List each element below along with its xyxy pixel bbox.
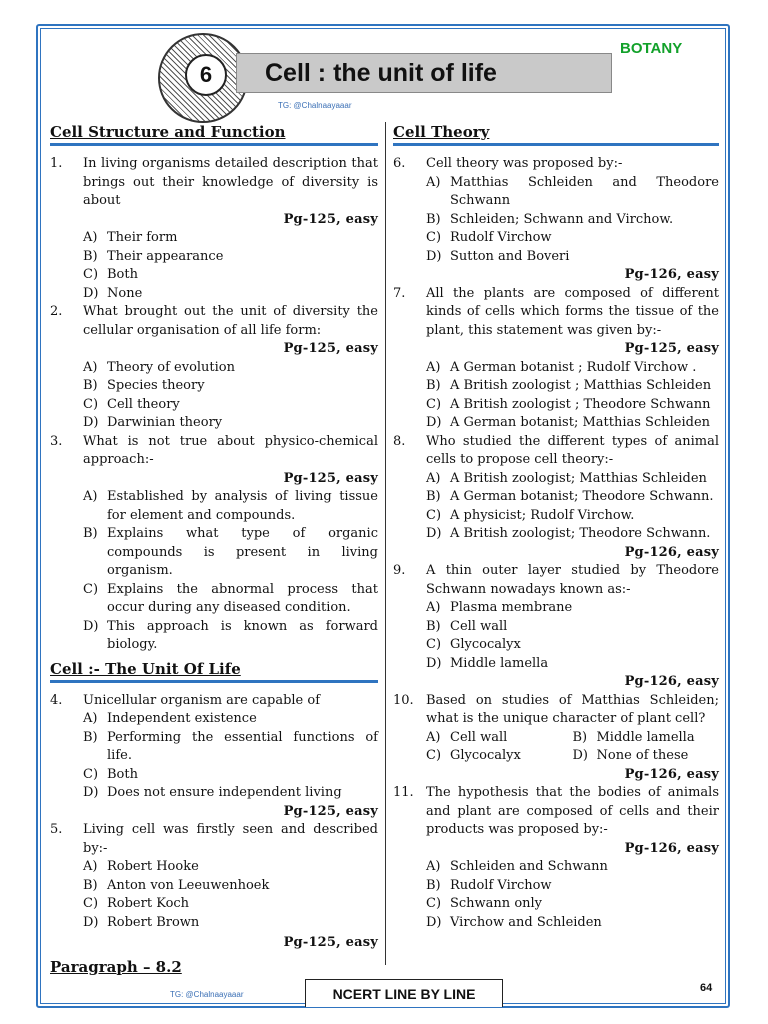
option: A) A British zoologist; Matthias Schleiden	[426, 470, 707, 486]
option: C) Cell theory	[83, 396, 180, 412]
option: C) A physicist; Rudolf Virchow.	[426, 507, 635, 523]
left-column	[50, 122, 378, 978]
question-text: The hypothesis that the bodies of animals and plant are composed of cells and their products was proposed by:-	[426, 785, 719, 837]
option: D) Virchow and Schleiden	[426, 914, 602, 930]
option: C) Glycocalyx	[426, 637, 521, 652]
option: D) Does not ensure independent living	[83, 785, 342, 800]
option: A) Their form	[83, 230, 178, 245]
paragraph-heading: Paragraph – 8.2	[50, 957, 182, 976]
option: B) A German botanist; Theodore Schwann.	[426, 489, 714, 504]
option: D) This approach is known as forward biology.	[83, 618, 378, 652]
question-text: Who studied the different types of animal cells to propose cell theory:-	[426, 433, 719, 467]
question-4	[50, 692, 378, 822]
option: A) Matthias Schleiden and Theodore Schwann	[426, 174, 719, 208]
option: D) A British zoologist; Theodore Schwann.	[426, 526, 711, 541]
option: D) Middle lamella	[426, 655, 549, 671]
page-reference: Pg-126, easy	[624, 544, 719, 560]
section-rule	[50, 143, 378, 146]
question-number: 1.	[50, 156, 63, 171]
question-number: 11.	[393, 785, 414, 800]
option: A) Schleiden and Schwann	[426, 859, 608, 874]
section-heading: Cell Theory	[393, 123, 490, 141]
option: A) Robert Hooke	[83, 859, 199, 874]
page-reference: Pg-125, easy	[283, 341, 378, 356]
option: A) Theory of evolution	[83, 359, 236, 375]
subject-label: BOTANY	[620, 40, 683, 57]
option: C) Robert Koch	[83, 896, 190, 911]
question-text: Cell theory was proposed by:-	[426, 156, 623, 171]
question-text: What brought out the unit of diversity the cellular organisation of all life form:	[83, 304, 378, 338]
telegram-handle-top: TG: @Chalnaayaaar	[278, 101, 352, 110]
question-number: 8.	[393, 433, 406, 449]
question-3	[50, 433, 378, 655]
question-number: 2.	[50, 304, 63, 319]
option: B) Anton von Leeuwenhoek	[83, 877, 270, 893]
question-number: 6.	[393, 156, 406, 171]
option-row	[393, 747, 719, 766]
question-8	[393, 433, 719, 563]
question-text: What is not true about physico-chemical approach:-	[83, 433, 378, 467]
question-text: Living cell was firstly seen and described by:-	[83, 822, 378, 856]
page-number: 64	[700, 982, 713, 994]
telegram-handle-bottom: TG: @Chalnaayaaar	[170, 990, 244, 999]
option: B) Schleiden; Schwann and Virchow.	[426, 211, 674, 227]
page-reference: Pg-126, easy	[624, 766, 719, 782]
page-reference: Pg-125, easy	[283, 470, 378, 486]
option: B) Explains what type of organic compounds is present in living organism.	[83, 526, 378, 578]
option: C) Rudolf Virchow	[426, 230, 552, 245]
page-reference: Pg-125, easy	[283, 935, 378, 950]
question-9	[393, 562, 719, 692]
option: A) Cell wall	[426, 729, 508, 745]
option: D) None	[83, 285, 143, 301]
column-divider	[385, 122, 386, 965]
question-number: 5.	[50, 822, 63, 837]
option: B) Cell wall	[426, 618, 508, 634]
option-row	[393, 729, 719, 748]
section-rule	[50, 680, 378, 683]
page-reference: Pg-126, easy	[624, 267, 719, 282]
option: C) Both	[83, 766, 138, 782]
option: D) None of these	[572, 748, 689, 763]
question-1	[50, 155, 378, 303]
option: C) Glycocalyx	[426, 748, 521, 763]
option: A) Established by analysis of living tissue for element and compounds.	[83, 489, 378, 523]
page-reference: Pg-126, easy	[624, 840, 719, 856]
question-7	[393, 285, 719, 433]
option: D) Robert Brown	[83, 914, 200, 930]
page-reference: Pg-125, easy	[624, 341, 719, 356]
option: A) A German botanist ; Rudolf Virchow .	[426, 359, 697, 375]
section-rule	[393, 143, 719, 146]
option: A) Plasma membrane	[426, 600, 573, 615]
question-text: A thin outer layer studied by Theodore Schwann nowadays known as:-	[426, 563, 719, 597]
question-number: 9.	[393, 563, 406, 578]
section-heading: Cell :- The Unit Of Life	[50, 659, 241, 678]
option: C) A British zoologist ; Theodore Schwann	[426, 396, 711, 412]
option: B) Species theory	[83, 378, 205, 393]
question-number: 10.	[393, 692, 414, 708]
question-text: All the plants are composed of different kinds of cells which forms the tissue of the plant, this statement was given by:-	[426, 285, 719, 338]
question-2	[50, 303, 378, 433]
chapter-number: 6	[185, 54, 227, 96]
question-6	[393, 155, 719, 285]
option: D) Darwinian theory	[83, 415, 223, 430]
section-heading: Cell Structure and Function	[50, 123, 286, 141]
question-number: 3.	[50, 433, 63, 449]
question-11	[393, 784, 719, 932]
option: C) Explains the abnormal process that occur during any diseased condition.	[83, 581, 378, 615]
question-10	[393, 692, 719, 785]
option: B) A British zoologist ; Matthias Schleiden	[426, 378, 712, 393]
question-number: 4.	[50, 692, 63, 708]
footer-label: NCERT LINE BY LINE	[305, 979, 503, 1007]
option: B) Rudolf Virchow	[426, 877, 552, 893]
option: C) Both	[83, 267, 138, 282]
chapter-title: Cell : the unit of life	[236, 53, 612, 93]
option: B) Middle lamella	[572, 729, 695, 745]
question-5	[50, 821, 378, 953]
page-reference: Pg-125, easy	[283, 803, 378, 819]
page-reference: Pg-125, easy	[283, 211, 378, 227]
option: D) A German botanist; Matthias Schleiden	[426, 415, 711, 430]
right-column	[393, 122, 719, 932]
option: D) Sutton and Boveri	[426, 248, 570, 264]
question-text: In living organisms detailed description that brings out their knowledge of diversity is about	[83, 156, 378, 208]
option: B) Performing the essential functions of life.	[83, 729, 378, 763]
option: A) Independent existence	[83, 711, 257, 726]
question-text: Unicellular organism are capable of	[83, 692, 321, 708]
question-text: Based on studies of Matthias Schleiden; what is the unique character of plant cell?	[426, 692, 719, 726]
page-reference: Pg-126, easy	[624, 674, 719, 689]
question-number: 7.	[393, 285, 406, 301]
option: C) Schwann only	[426, 896, 543, 911]
option: B) Their appearance	[83, 248, 224, 264]
